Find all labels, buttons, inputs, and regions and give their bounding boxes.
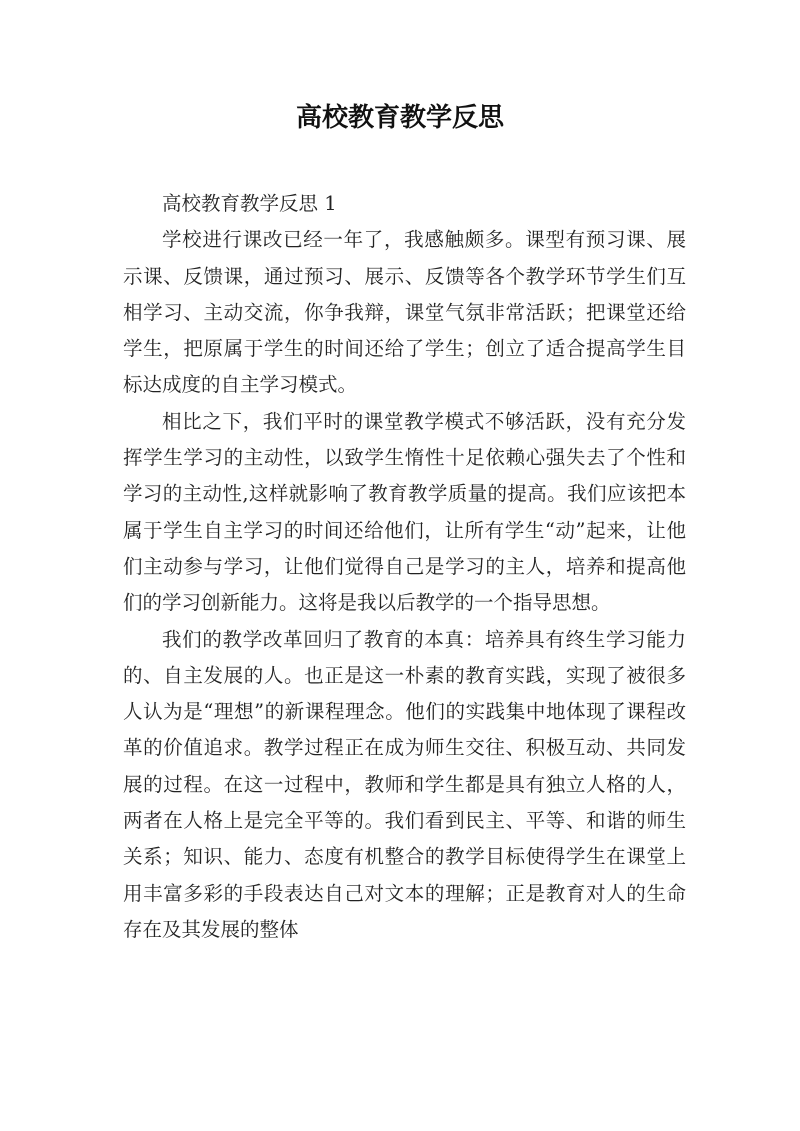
paragraph-2: 相比之下，我们平时的课堂教学模式不够活跃，没有充分发挥学生学习的主动性，以致学生惰性十足依赖心强失去了个性和学习的主动性,这样就影响了教育教学质量的提高。我们应该把本属于学生自主学习的时间还给他们，让所有学生“动”起来，让他们主动参与学习，让他们觉得自己是学习的主人，培养和提高他们的学习创新能力。这将是我以后教学的一个指导思想。 (123, 409, 686, 615)
document-title: 高校教育教学反思 (295, 103, 504, 133)
paragraph-3: 我们的教学改革回归了教育的本真：培养具有终生学习能力的、自主发展的人。也正是这一朴素的教育实践，实现了被很多人认为是“理想”的新课程理念。他们的实践集中地体现了课程改革的价值追求。教学过程正在成为师生交往、积极互动、共同发展的过程。在这一过程中，教师和学生都是具有独立人格的人，两者在人格上是完全平等的。我们看到民主、平等、和谐的师生关系；知识、能力、态度有机整合的教学目标使得学生在课堂上用丰富多彩的手段表达自己对文本的理解；正是教育对人的生命存在及其发展的整体 (123, 627, 686, 941)
paragraph-1: 学校进行课改已经一年了，我感触颇多。课型有预习课、展示课、反馈课，通过预习、展示、反馈等各个教学环节学生们互相学习、主动交流，你争我辩，课堂气氛非常活跃；把课堂还给学生，把原属于学生的时间还给了学生；创立了适合提高学生目标达成度的自主学习模式。 (123, 228, 686, 397)
section-heading: 高校教育教学反思 1 (162, 192, 337, 215)
document-body (123, 186, 686, 948)
